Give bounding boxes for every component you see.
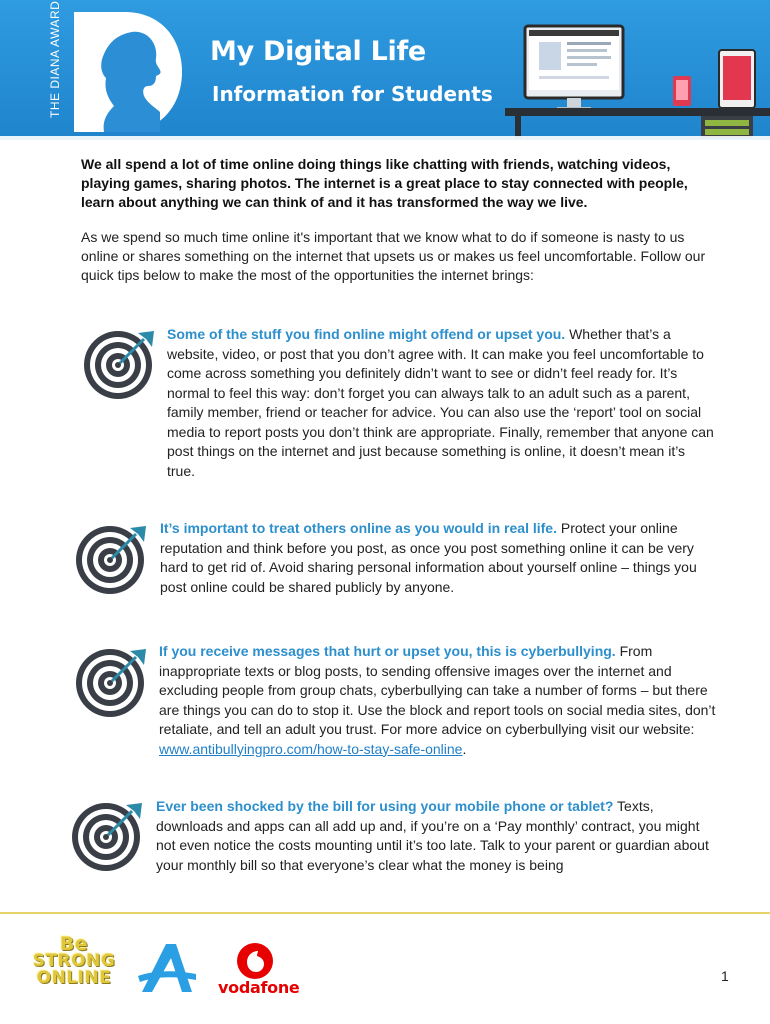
page-title: My Digital Life <box>210 36 426 67</box>
vodafone-wordmark: vodafone <box>218 978 300 997</box>
tip-3-heading: If you receive messages that hurt or upset you, this is cyberbullying. <box>159 643 616 659</box>
page-number: 1 <box>721 968 729 984</box>
logo-word-online: ONLINE <box>36 968 112 988</box>
desk-illustration <box>505 10 770 138</box>
tip-1-text <box>167 325 715 481</box>
footer-divider <box>0 912 770 914</box>
intro-bold-paragraph: We all spend a lot of time online doing things like chatting with friends, watching videos, playing games, sharing photos. The internet is a great place to stay connected with people, learn about anything we can think of and it has transformed the way we live. <box>81 156 688 210</box>
tip-4-text <box>156 797 716 875</box>
target-arrow-icon <box>68 797 148 877</box>
tip-3-body: From inappropriate texts or blog posts, to sending offensive images over the internet and excluding people from group chats, cyberbullying can take a number of forms – but there are things you can do to stop it. Use the block and report tools on social media sites, don’t retaliate, and tell an adult you trust. For more advice on cyberbullying visit our website: <box>159 643 716 737</box>
tip-4-heading: Ever been shocked by the bill for using your mobile phone or tablet? <box>156 798 614 814</box>
tip-4-body: Texts, downloads and apps can all add up and, if you’re on a ‘Pay monthly’ contract, you might not even notice the costs mounting until it’s too late. Talk to your parent or guardian about your monthly bill so that everyone’s clear what the money is being <box>156 798 709 873</box>
tip-2-text <box>160 519 715 597</box>
tip-3-text <box>159 642 719 759</box>
diana-award-logo <box>74 12 184 132</box>
award-text: THE DIANA AWARD <box>48 0 62 118</box>
intro-paragraph: As we spend so much time online it's important that we know what to do if someone is nasty to us online or shares something on the internet that upsets us or makes us feel uncomfortable. Follow our quick tips below to make the most of the opportunities the internet brings: <box>81 229 706 283</box>
header-banner <box>0 0 770 140</box>
logo-word-strong: STRONG <box>32 951 116 971</box>
target-arrow-icon <box>72 520 152 600</box>
anti-bullying-pro-logo <box>136 940 198 996</box>
tip-3-after: . <box>462 740 467 757</box>
target-arrow-icon <box>72 643 152 723</box>
be-strong-online-logo <box>26 933 122 988</box>
page-subtitle: Information for Students <box>212 82 493 106</box>
vodafone-icon <box>236 942 274 980</box>
tip-2-heading: It’s important to treat others online as you would in real life. <box>160 520 557 536</box>
tip-1-body: Whether that’s a website, video, or post that you don’t agree with. It can make you feel uncomfortable to come across something you definitely didn’t want to see or didn’t feel ready for. It’s normal to feel this way: don’t forget you can always talk to an adult such as a parent, family member, friend or teacher for advice. You can also use the ‘report’ tool on social media to report posts you don’t think are appropriate. Finally, remember that anyone can post things on the internet and just because something is online, it doesn’t mean it’s true. <box>167 326 714 479</box>
logo-word-be: Be <box>59 933 89 955</box>
target-arrow-icon <box>80 325 160 405</box>
tip-2-body: Protect your online reputation and think before you post, as once you post something online it can be very hard to get rid of. Avoid sharing personal information about yourself online – things you post online could be shared publicly by anyone. <box>160 520 697 595</box>
antibullying-link[interactable]: www.antibullyingpro.com/how-to-stay-safe-online <box>159 740 463 757</box>
tip-1-heading: Some of the stuff you find online might offend or upset you. <box>167 326 566 342</box>
header-divider <box>0 136 770 140</box>
